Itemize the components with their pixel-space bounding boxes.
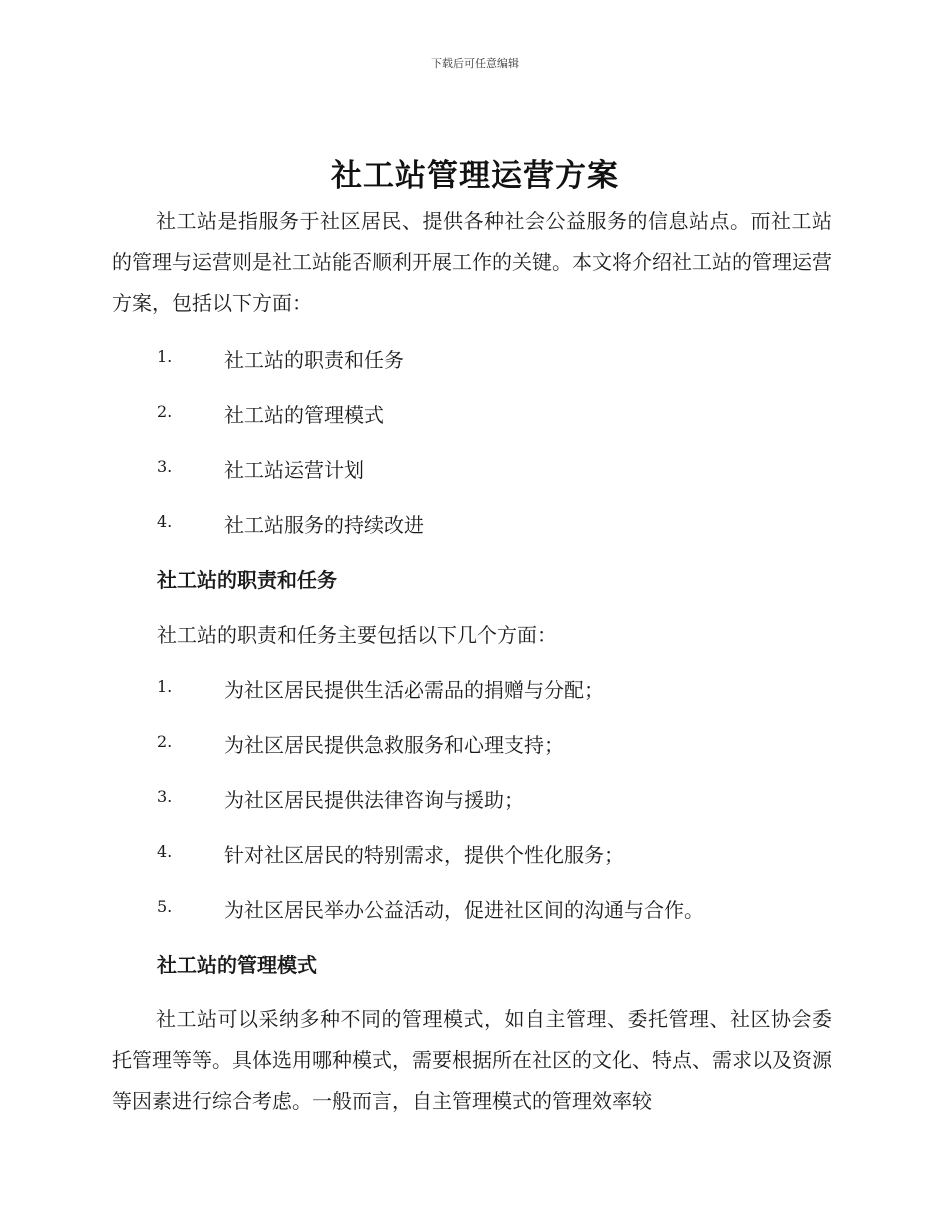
list-text: 为社区居民举办公益活动，促进社区间的沟通与合作。: [224, 898, 704, 922]
list-text: 为社区居民提供法律咨询与援助；: [224, 788, 524, 812]
outline-item: [0, 454, 950, 484]
list-text: 社工站服务的持续改进: [224, 513, 424, 537]
list-item: [0, 839, 950, 869]
list-text: 社工站的管理模式: [224, 403, 384, 427]
section-lead: 社工站的职责和任务主要包括以下几个方面：: [157, 623, 557, 647]
page-header: 下载后可任意编辑: [431, 57, 519, 70]
list-number: 1.: [157, 347, 173, 366]
outline-item: [0, 399, 950, 429]
list-item: [0, 674, 950, 704]
outline-item: [0, 509, 950, 539]
list-number: 2.: [157, 402, 173, 421]
list-number: 3.: [157, 787, 173, 806]
list-number: 2.: [157, 732, 173, 751]
list-number: 5.: [157, 897, 173, 916]
list-number: 4.: [157, 512, 173, 531]
section-paragraph: 社工站可以采纳多种不同的管理模式，如自主管理、委托管理、社区协会委托管理等等。具体选用哪种模式，需要根据所在社区的文化、特点、需求以及资源等因素进行综合考虑。一般而言，自主管理模式的管理效率较: [112, 1007, 832, 1113]
list-text: 针对社区居民的特别需求，提供个性化服务；: [224, 843, 624, 867]
list-number: 3.: [157, 457, 173, 476]
section-heading: 社工站的职责和任务: [157, 568, 337, 592]
section-heading: 社工站的管理模式: [157, 953, 317, 977]
list-number: 1.: [157, 677, 173, 696]
outline-item: [0, 344, 950, 374]
list-item: [0, 894, 950, 924]
list-text: 为社区居民提供急救服务和心理支持；: [224, 733, 564, 757]
intro-paragraph: 社工站是指服务于社区居民、提供各种社会公益服务的信息站点。而社工站的管理与运营则是社工站能否顺利开展工作的关键。本文将介绍社工站的管理运营方案，包括以下方面：: [112, 209, 832, 315]
list-text: 为社区居民提供生活必需品的捐赠与分配；: [224, 678, 604, 702]
list-number: 4.: [157, 842, 173, 861]
list-item: [0, 729, 950, 759]
document-title: 社工站管理运营方案: [331, 158, 619, 194]
list-item: [0, 784, 950, 814]
list-text: 社工站的职责和任务: [224, 348, 404, 372]
list-text: 社工站运营计划: [224, 458, 364, 482]
